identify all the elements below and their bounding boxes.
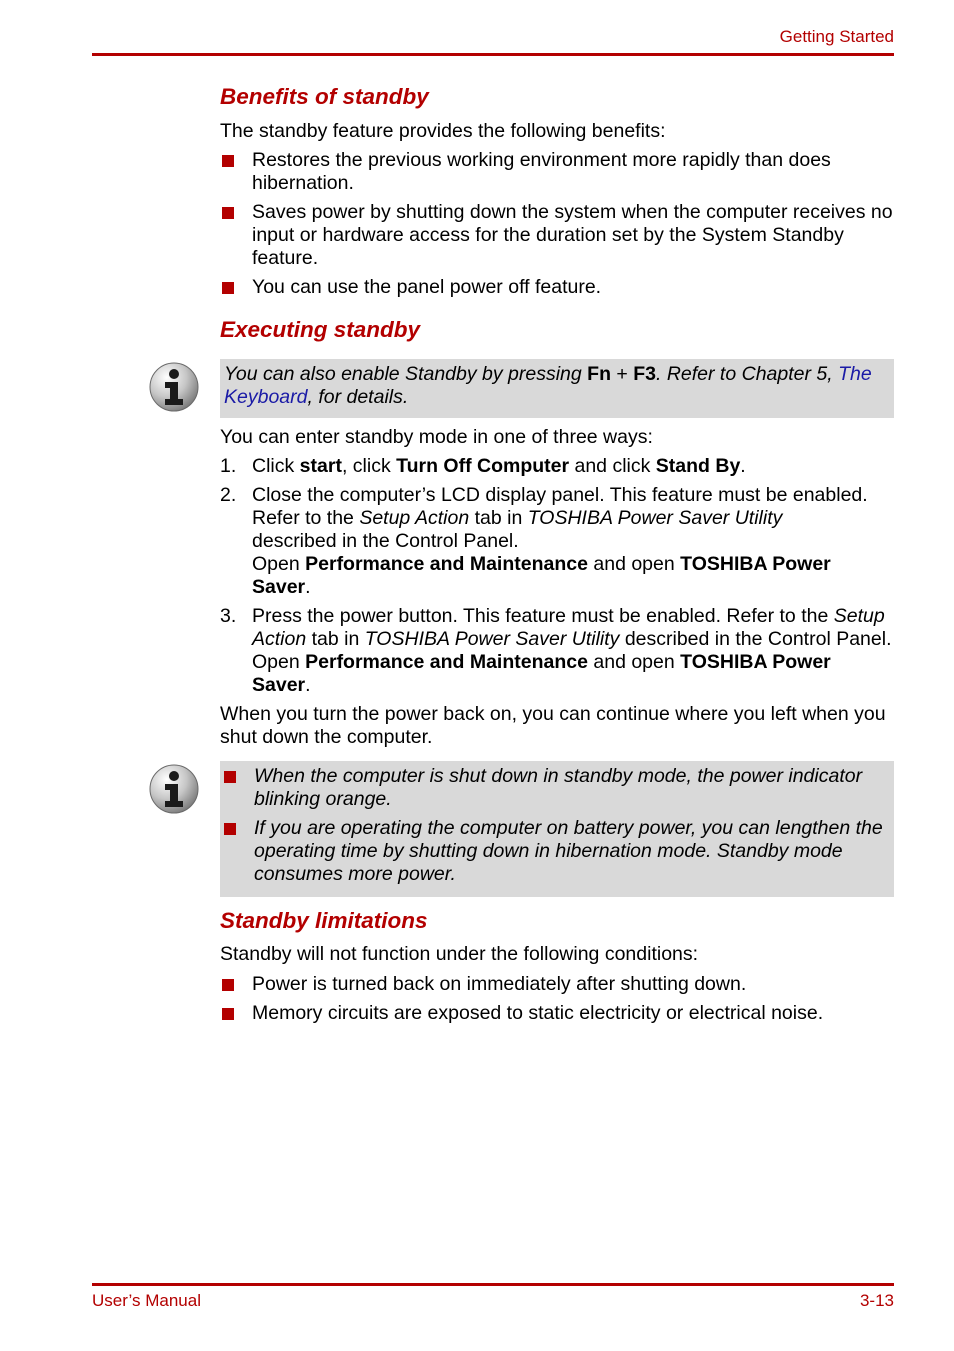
- benefits-intro: The standby feature provides the following benefits:: [220, 120, 666, 142]
- info-icon: [148, 763, 200, 815]
- page-content: [220, 83, 894, 1025]
- note-box: [220, 359, 894, 418]
- section-title-limitations: Standby limitations: [220, 908, 428, 933]
- footer-manual-title: User’s Manual: [92, 1291, 201, 1310]
- page-number: 3-13: [859, 1291, 894, 1310]
- bullet-square-icon: [222, 1008, 234, 1020]
- list-item: [220, 973, 894, 996]
- list-item: [220, 201, 894, 270]
- list-item: [220, 1002, 894, 1025]
- list-item-text: You can use the panel power off feature.: [252, 276, 602, 298]
- note-text: You can also enable Standby by pressing Fn + F3. Refer to Chapter 5, The Keyboard, for details.: [224, 363, 872, 408]
- footer-rule: [92, 1283, 894, 1286]
- key-fn: Fn: [587, 363, 611, 385]
- step-item: 3. Press the power button. This feature must be enabled. Refer to the Setup Action tab in TOSHIBA Power Saver Utility described in the Control Panel. Open Performance and Maintenance and open TOSHIBA Power Saver.: [220, 605, 892, 696]
- bullet-square-icon: [224, 771, 236, 783]
- bullet-square-icon: [222, 979, 234, 991]
- key-f3: F3: [633, 363, 656, 385]
- list-item-text: Power is turned back on immediately after shutting down.: [252, 973, 747, 995]
- list-item: [220, 765, 888, 811]
- step-number: 2.: [220, 484, 237, 506]
- limitations-intro: Standby will not function under the following conditions:: [220, 943, 699, 965]
- executing-intro: You can enter standby mode in one of three ways:: [220, 426, 653, 448]
- step-number: 3.: [220, 605, 237, 627]
- step-item: 2. Close the computer’s LCD display panel. This feature must be enabled. Refer to the Setup Action tab in TOSHIBA Power Saver Utility described in the Control Panel. Open Performance and Maintenance and open TOSHIBA Power Saver.: [220, 484, 868, 598]
- note-box: [220, 761, 894, 897]
- bullet-square-icon: [222, 282, 234, 294]
- bullet-square-icon: [222, 155, 234, 167]
- list-item: [220, 817, 888, 886]
- step-item: 1. Click start, click Turn Off Computer and click Stand By.: [220, 455, 746, 477]
- info-icon: [148, 361, 200, 413]
- bullet-square-icon: [222, 207, 234, 219]
- step-number: 1.: [220, 455, 237, 477]
- keyboard-chapter-link[interactable]: The Keyboard: [224, 363, 872, 408]
- list-item-text: If you are operating the computer on battery power, you can lengthen the operating time by shutting down in hibernation mode. Standby mode consumes more power.: [254, 817, 883, 885]
- running-header: Getting Started: [779, 27, 894, 46]
- list-item: [220, 276, 894, 299]
- section-title-executing: Executing standby: [220, 317, 421, 342]
- list-item-text: When the computer is shut down in standby mode, the power indicator blinking orange.: [254, 765, 863, 810]
- list-item-text: Restores the previous working environment more rapidly than does hibernation.: [252, 149, 831, 194]
- benefits-list: [220, 149, 894, 299]
- section-title-benefits: Benefits of standby: [220, 84, 429, 109]
- header-rule: [92, 53, 894, 56]
- note-list: [220, 765, 888, 886]
- list-item: [220, 149, 894, 195]
- bullet-square-icon: [224, 823, 236, 835]
- list-item-text: Memory circuits are exposed to static electricity or electrical noise.: [252, 1002, 824, 1024]
- list-item-text: Saves power by shutting down the system when the computer receives no input or hardware access for the duration set by the System Standby feature.: [252, 201, 893, 269]
- resume-paragraph: When you turn the power back on, you can continue where you left when you shut down the computer.: [220, 703, 886, 748]
- steps-list: [220, 455, 894, 697]
- limitations-list: [220, 973, 894, 1025]
